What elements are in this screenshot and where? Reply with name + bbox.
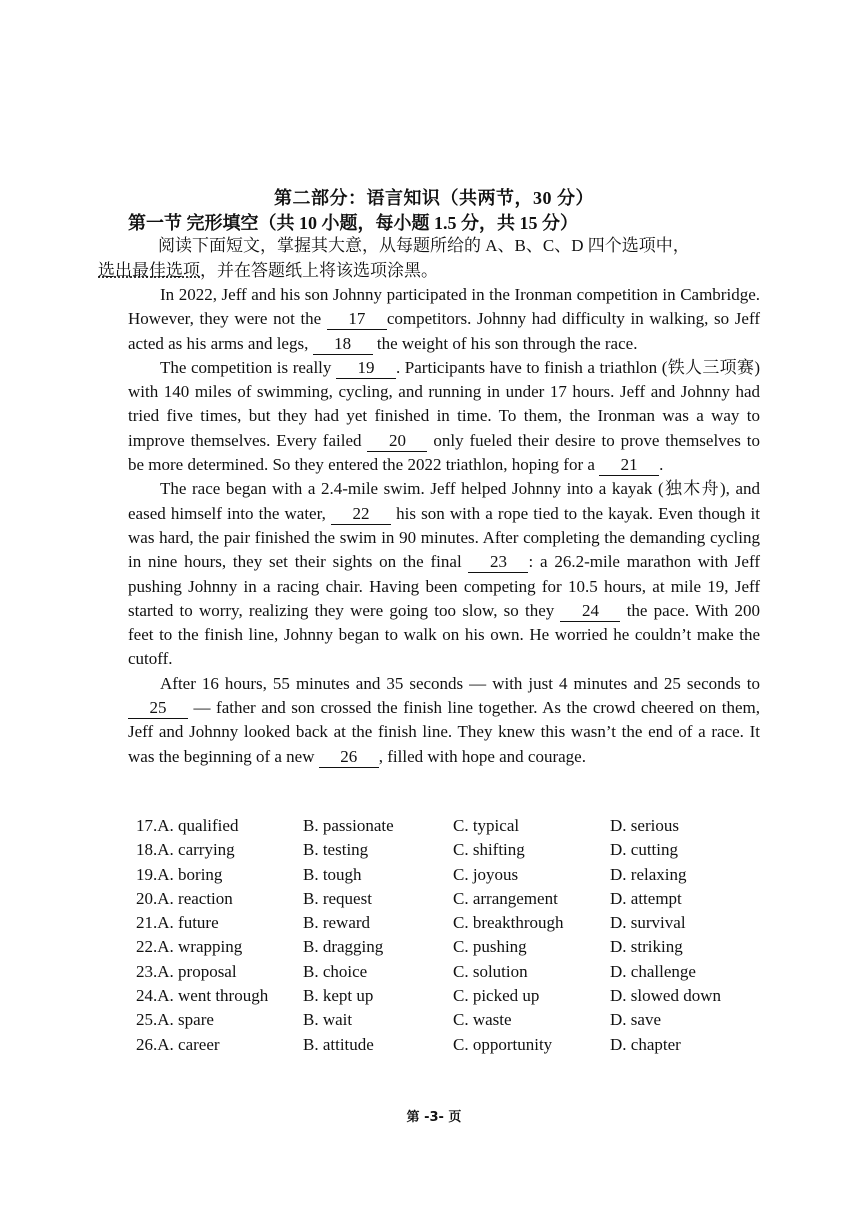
passage-text: only fueled their desire to prove themselves to be more determined. So they entered the 2022 triathlon, hoping for a (128, 430, 760, 475)
option-d: D. cutting (610, 840, 678, 860)
option-c: C. solution (453, 961, 528, 981)
option-row (136, 935, 760, 959)
option-d: D. challenge (610, 961, 696, 981)
instructions-line1: 阅读下面短文，掌握其大意，从每题所给的 A、B、C、D 四个选项中， (158, 236, 690, 255)
option-b: B. passionate (303, 816, 394, 835)
passage-text: , filled with hope and courage. (378, 746, 586, 766)
option-c: C. shifting (453, 840, 525, 860)
option-row (136, 984, 760, 1008)
option-c: C. joyous (453, 864, 519, 884)
passage-text: : a 26.2-mile marathon with Jeff pushing Johnny in a racing chair. Having been competing for 10.5 hours, at mile 19, Jeff started to worry, realizing they were going too slow, so they (128, 552, 760, 620)
option-row (136, 838, 760, 862)
option-c: C. breakthrough (453, 913, 564, 933)
option-d: D. save (610, 1010, 661, 1030)
option-d: D. chapter (610, 1034, 681, 1054)
passage-text: the weight of his son through the race. (372, 333, 638, 353)
option-row (136, 887, 760, 911)
blank-19: 19 (336, 358, 396, 379)
option-a: 26.A. career (136, 1034, 220, 1054)
passage-text: — father and son crossed the finish line together. As the crowd cheered on them, Jeff and Johnny looked back at the finish line. They knew this wasn’t the end of a race. It was the beginning of a new (128, 698, 760, 766)
option-b: B. dragging (303, 937, 384, 957)
option-c: C. waste (453, 1010, 512, 1030)
passage-text: . (659, 455, 664, 475)
option-row (136, 863, 760, 887)
passage-text: After 16 hours, 55 minutes and 35 seconds — with just 4 minutes and 25 seconds to (160, 673, 760, 693)
option-c: C. opportunity (453, 1034, 553, 1054)
passage-paragraph-3 (128, 477, 760, 671)
passage-text: The competition is really (160, 357, 336, 377)
option-a: 25.A. spare (136, 1010, 214, 1030)
blank-23: 23 (468, 552, 528, 573)
option-row (136, 1008, 760, 1032)
blank-18: 18 (313, 334, 373, 355)
cloze-passage (128, 283, 760, 769)
option-row (136, 911, 760, 935)
passage-text: In 2022, Jeff and his son Johnny participated in the Ironman competition in Cambridge. However, they were not the (128, 285, 760, 329)
option-c: C. pushing (453, 937, 527, 957)
blank-17: 17 (327, 309, 387, 330)
passage-paragraph-4 (128, 672, 760, 769)
blank-20: 20 (367, 431, 427, 452)
passage-paragraph-2 (128, 356, 760, 477)
option-d: D. attempt (610, 888, 682, 908)
instructions-underlined: 选出最佳选项 (98, 261, 200, 280)
answer-options (136, 814, 760, 1057)
option-a: 20.A. reaction (136, 888, 233, 908)
option-b: B. reward (303, 913, 371, 933)
option-d: D. striking (610, 937, 683, 957)
option-row (136, 960, 760, 984)
option-c: C. picked up (453, 986, 540, 1006)
option-a: 24.A. went through (136, 986, 269, 1006)
option-a: 21.A. future (136, 913, 219, 933)
option-d: D. relaxing (610, 864, 687, 884)
instructions (98, 233, 760, 283)
option-b: B. attitude (303, 1034, 374, 1054)
option-d: D. slowed down (610, 986, 721, 1006)
passage-text: the pace. With 200 feet to the finish line, Johnny began to walk on his own. He worried he couldn’t make the cutoff. (128, 600, 760, 669)
option-b: B. testing (303, 840, 369, 860)
passage-paragraph-1 (128, 283, 760, 356)
passage-text: his son with a rope tied to the kayak. Even though it was hard, the pair finished the swim in 90 minutes. After completing the demanding cycling in nine hours, they set their sights on the final (128, 503, 761, 572)
option-c: C. arrangement (453, 888, 558, 908)
instructions-line2: ，并在答题纸上将该选项涂黑。 (200, 261, 438, 280)
option-d: D. survival (610, 913, 686, 933)
part-title: 第二部分：语言知识（共两节，30 分） (274, 188, 594, 208)
page-number: 第 -3- 页 (406, 1110, 462, 1125)
blank-21: 21 (599, 455, 659, 476)
option-a: 23.A. proposal (136, 961, 237, 981)
passage-text: . Participants have to finish a triathlon (铁人三项赛) with 140 miles of swimming, cycling, and running in under 17 hours. Jeff and Johnny had tried five times, but they had yet finished in time. To them, the Ironman was a way to improve themselves. Every failed (128, 357, 760, 450)
option-d: D. serious (610, 816, 679, 835)
option-a: 22.A. wrapping (136, 937, 243, 957)
passage-text: The race began with a 2.4-mile swim. Jeff helped Johnny into a kayak (独木舟), and eased himself into the water, (128, 479, 760, 523)
option-c: C. typical (453, 816, 520, 835)
option-b: B. request (303, 888, 372, 908)
option-b: B. tough (303, 864, 362, 884)
option-b: B. choice (303, 961, 368, 981)
section-title: 第一节 完形填空（共 10 小题，每小题 1.5 分，共 15 分） (128, 213, 578, 233)
option-a: 18.A. carrying (136, 840, 235, 860)
blank-26: 26 (319, 747, 379, 768)
blank-22: 22 (331, 504, 391, 525)
option-row (136, 814, 760, 838)
option-row (136, 1033, 760, 1057)
blank-25: 25 (128, 698, 188, 719)
option-a: 19.A. boring (136, 864, 223, 884)
option-b: B. wait (303, 1010, 353, 1030)
option-b: B. kept up (303, 986, 374, 1006)
passage-text: competitors. Johnny had difficulty in walking, so Jeff acted as his arms and legs, (128, 309, 760, 353)
option-a: 17.A. qualified (136, 816, 239, 835)
blank-24: 24 (560, 601, 620, 622)
